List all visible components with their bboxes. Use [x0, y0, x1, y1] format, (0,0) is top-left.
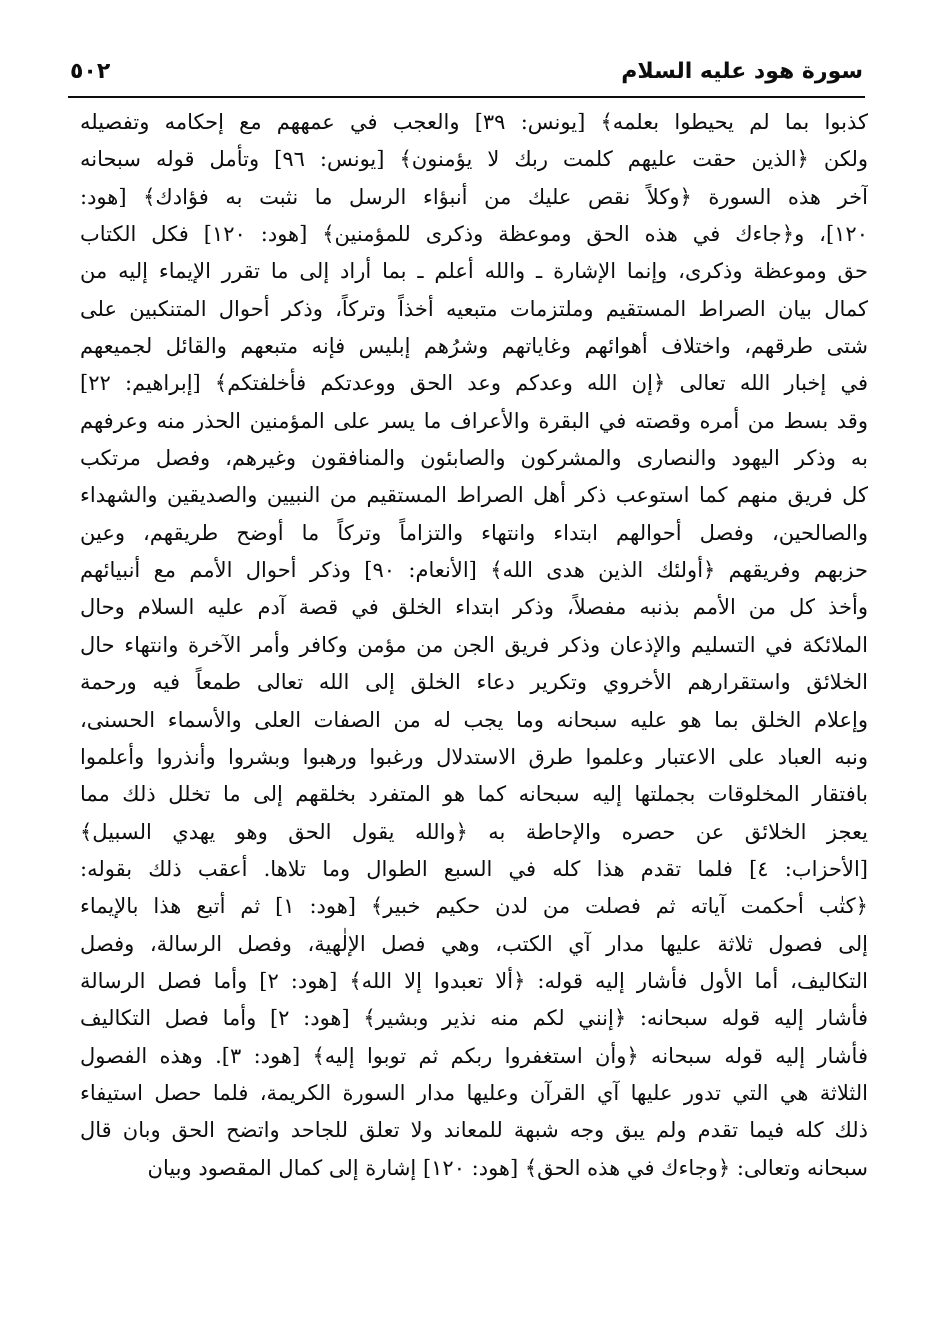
text-line: ونبه العباد على الاعتبار وعلموا طرق الاستدلال ورغبوا ورهبوا وبشروا وأنذروا وأعلموا [80, 744, 868, 769]
text-line: سبحانه وتعالى: ﴿وجاءك في هذه الحق﴾ [هود: ١٢٠] إشارة إلى كمال المقصود وبيان [147, 1155, 868, 1180]
text-line: يعجز الخلائق عن حصره والإحاطة به ﴿والله يقول الحق وهو يهدي السبيل﴾ [80, 819, 868, 844]
text-line: وقد بسط من أمره وقصته في البقرة والأعراف ما يسر على المؤمنين الحذر منه وعرفهم [80, 408, 868, 433]
text-line: الملائكة في التسليم والإذعان وذكر فريق الجن من مؤمن وكافر وأمر الآخرة وانتهاء حال [80, 632, 868, 657]
text-line: كذبوا بما لم يحيطوا بعلمه﴾ [يونس: ٣٩] والعجب في عمههم مع إحكامه وتفصيله [80, 110, 868, 134]
text-line: وإعلام الخلق بما هو عليه سبحانه وما يجب له من الصفات العلى والأسماء الحسنى، [80, 707, 868, 732]
text-line: كمال بيان الصراط المستقيم وملتزمات متبعيه أخذاً وتركاً، وذكر أحوال المتنكبين على [80, 296, 868, 321]
text-line: فأشار إليه قوله سبحانه ﴿وأن استغفروا ربكم ثم توبوا إليه﴾ [هود: ٣]. وهذه الفصول [80, 1043, 868, 1068]
text-line: حق وموعظة وذكرى، وإنما الإشارة ـ والله أعلم ـ بما أراد إلى ما تقرر الإيماء إليه من [80, 259, 868, 284]
surah-title: سورة هود عليه السلام [621, 58, 863, 84]
text-line: بافتقار المخلوقات بجملتها إليه سبحانه كما هو المتفرد بخلقهم إلى ما تخلل ذلك مما [80, 782, 868, 807]
text-line: ١٢٠]، و﴿جاءك في هذه الحق وموعظة وذكرى للمؤمنين﴾ [هود: ١٢٠] فكل الكتاب [80, 222, 868, 247]
text-line: ﴿كتٰب أحكمت آياته ثم فصلت من لدن حكيم خبير﴾ [هود: ١] ثم أتبع هذا بالإيماء [80, 894, 868, 919]
text-line: [الأحزاب: ٤] فلما تقدم هذا كله في السبع الطوال وما تلاها. أعقب ذلك بقوله: [80, 856, 868, 881]
text-line: به وذكر اليهود والنصارى والمشركون والصابئون والمنافقون وغيرهم، وفصل مرتكب [80, 446, 868, 471]
text-line: الثلاثة هي التي تدور عليها آي القرآن وعليها مدار السورة الكريمة، فلما حصل استيفاء [80, 1080, 868, 1105]
text-line: آخر هذه السورة ﴿وكلاً نقص عليك من أنبؤاء الرسل ما نثبت به فؤادك﴾ [هود: [80, 184, 868, 209]
text-line: شتى طرقهم، واختلاف أهوائهم وغاياتهم وشرُهم إبليس فإنه متبعهم والقائل لجميعهم [80, 334, 868, 359]
running-header [70, 50, 863, 92]
body-text [80, 104, 868, 1187]
text-line: ولكن ﴿الذين حقت عليهم كلمت ربك لا يؤمنون﴾ [يونس: ٩٦] وتأمل قوله سبحانه [80, 147, 868, 172]
text-line: كل فريق منهم كما استوعب ذكر أهل الصراط المستقيم من النبيين والصديقين والشهداء [80, 483, 868, 508]
text-line: الخلائق واستقرارهم الأخروي وتكرير دعاء الخلق إلى الله تعالى طمعاً فيه ورحمة [80, 670, 868, 695]
text-line: والصالحين، وفصل أحوالهم ابتداء وانتهاء والتزاماً وتركاً ما أوضح طريقهم، وعين [80, 520, 868, 545]
text-line: وأخذ كل من الأمم بذنبه مفصلاً، وذكر ابتداء الخلق في قصة آدم عليه السلام وحال [80, 595, 868, 620]
text-line: حزبهم وفريقهم ﴿أولئك الذين هدى الله﴾ [الأنعام: ٩٠] وذكر أحوال الأمم مع أنبيائهم [80, 558, 868, 583]
text-line: فأشار إليه قوله سبحانه: ﴿إنني لكم منه نذير وبشير﴾ [هود: ٢] وأما فصل التكاليف [80, 1006, 868, 1031]
text-line: في إخبار الله تعالى ﴿إن الله وعدكم وعد الحق ووعدتكم فأخلفتكم﴾ [إبراهيم: ٢٢] [80, 371, 868, 396]
page-number: ٥٠٢ [70, 58, 111, 84]
text-line: ذلك كله فيما تقدم ولم يبق وجه شبهة للمعاند ولا تعلق للجاحد واتضح الحق وبان قال [80, 1118, 868, 1143]
text-line: إلى فصول ثلاثة عليها مدار آي الكتب، وهي فصل الإلٰهية، وفصل الرسالة، وفصل [80, 931, 868, 956]
text-line: التكاليف، أما الأول فأشار إليه قوله: ﴿ألا تعبدوا إلا الله﴾ [هود: ٢] وأما فصل الرسالة [80, 968, 868, 993]
header-divider [68, 96, 865, 98]
